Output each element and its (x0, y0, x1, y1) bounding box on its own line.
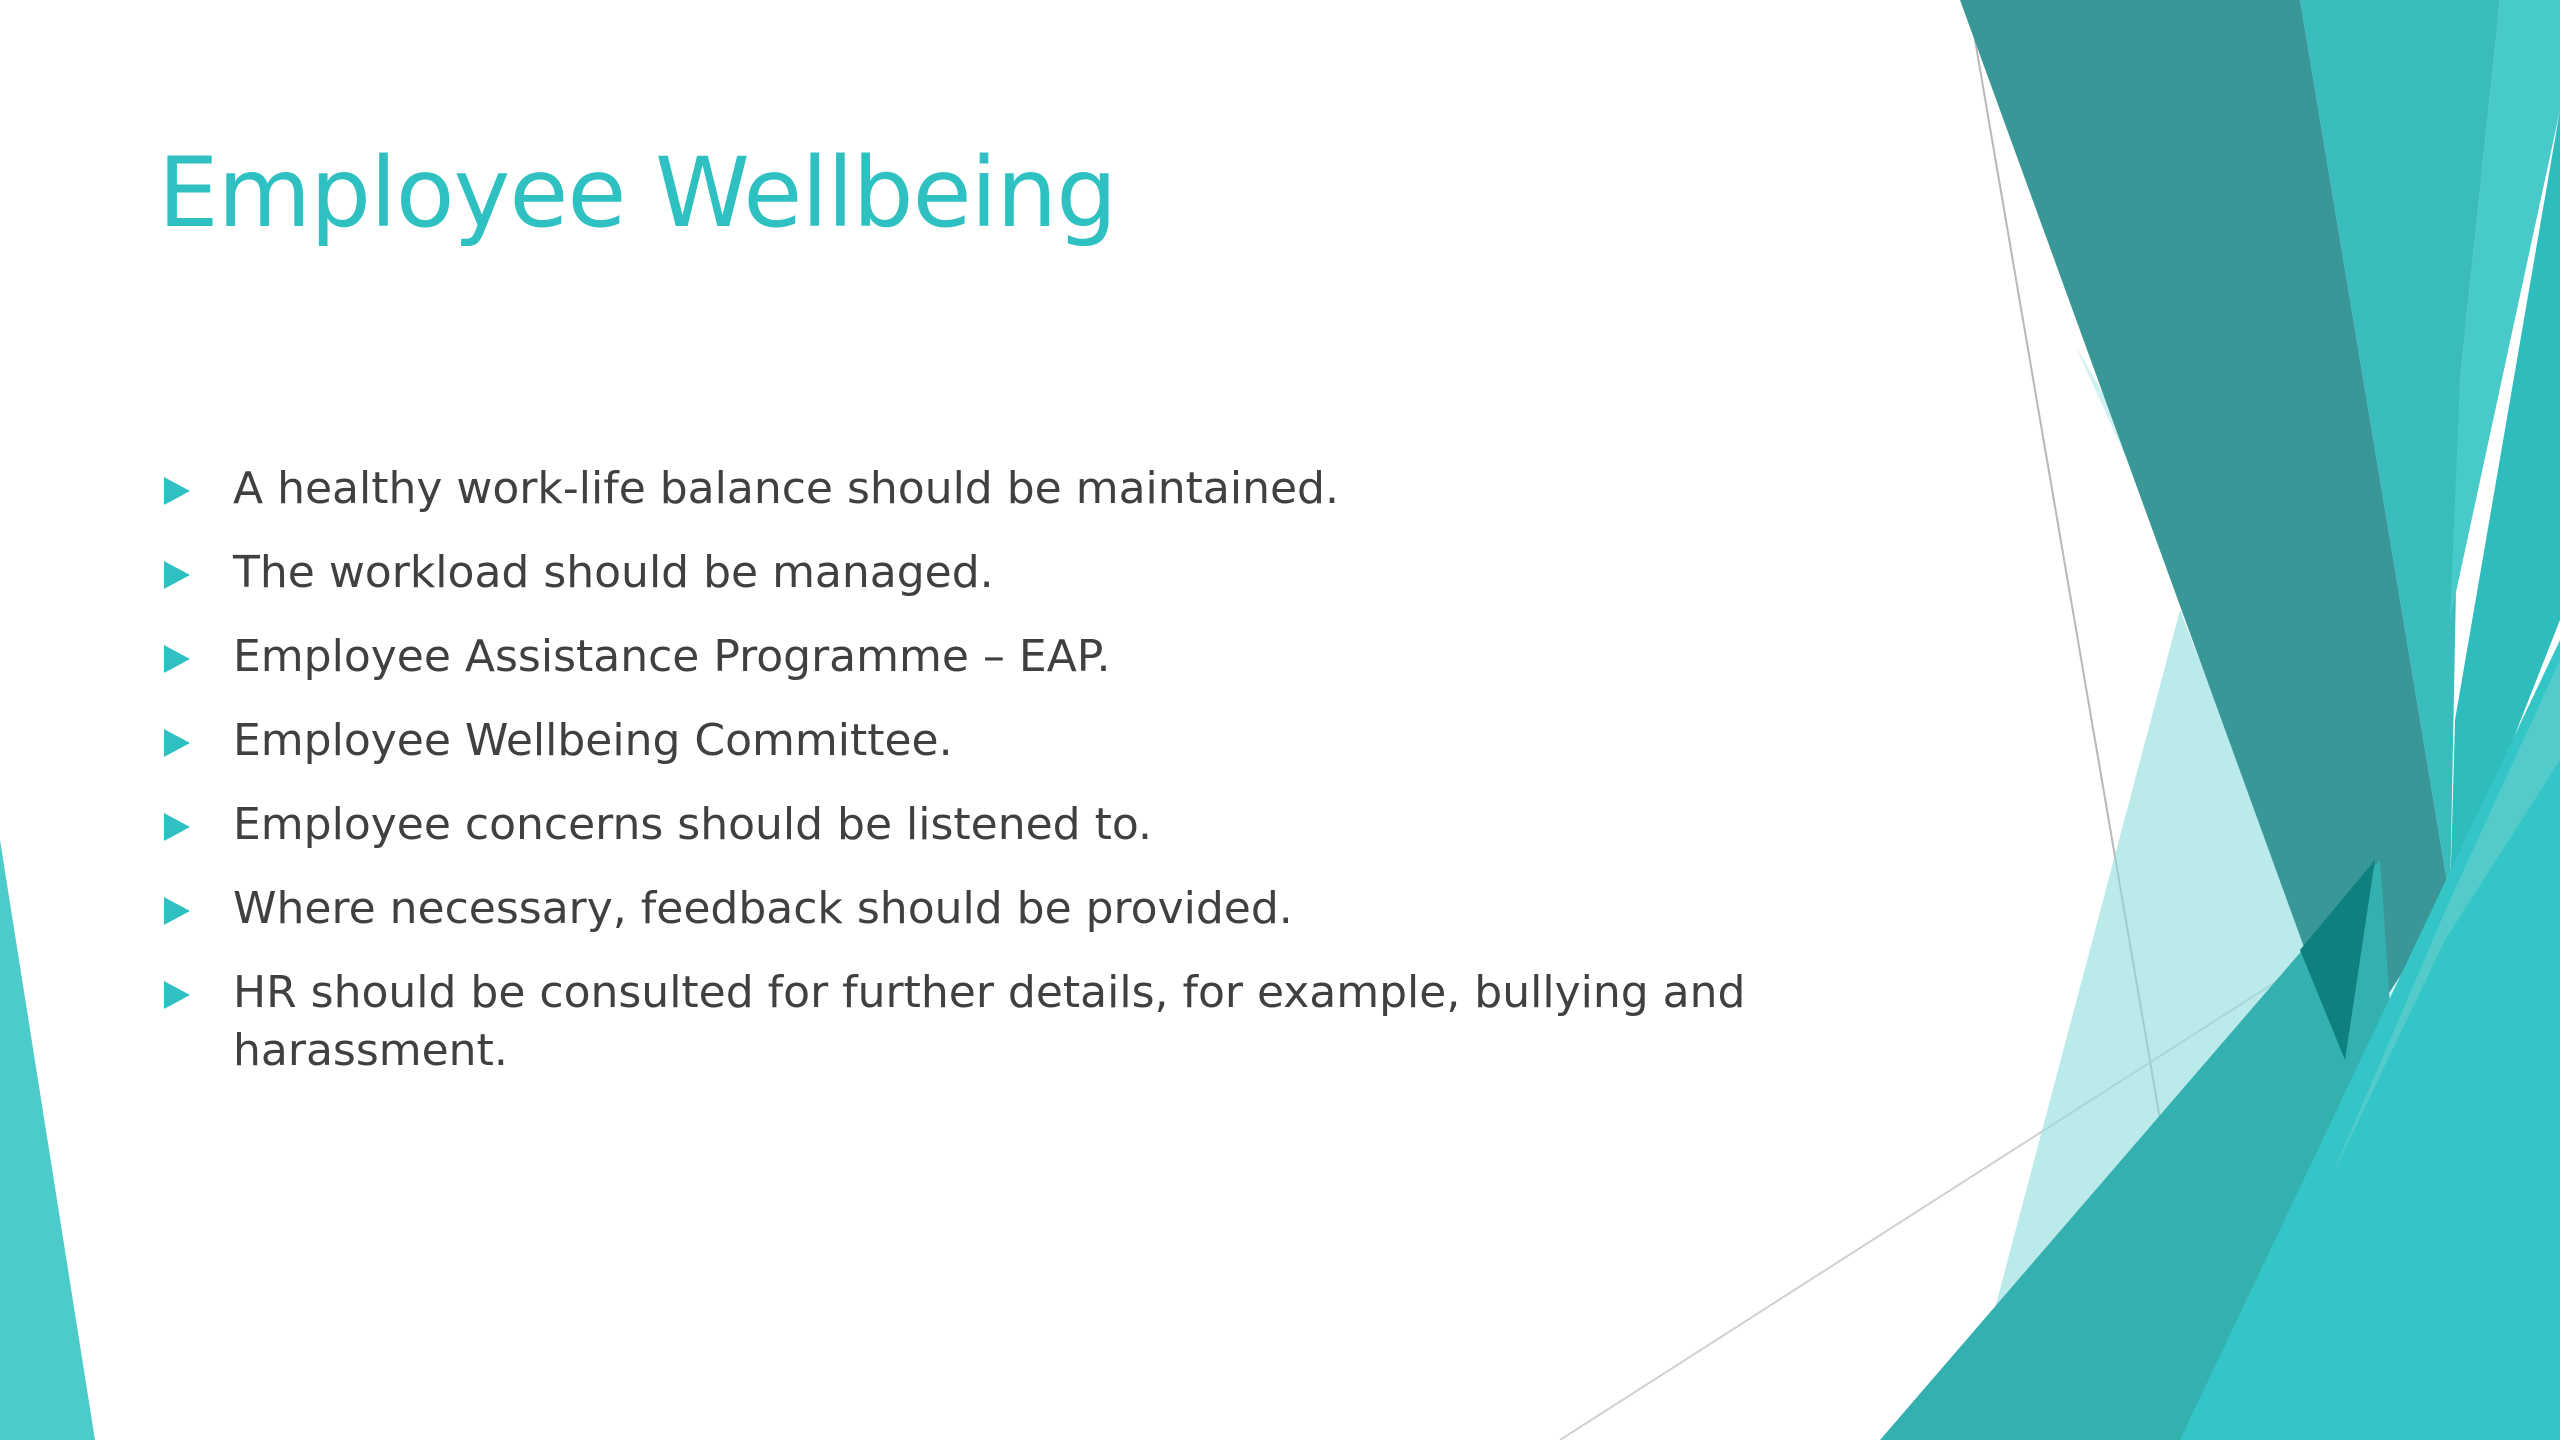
bullet-text: Employee Wellbeing Committee. (233, 715, 953, 766)
bullet-text: The workload should be managed. (233, 547, 994, 598)
bullet-item (158, 964, 1798, 1080)
bullet-item (158, 544, 1798, 602)
triangle-right-icon (164, 477, 190, 505)
triangle-right-icon (164, 981, 190, 1009)
bullet-text: Where necessary, feedback should be provided. (233, 883, 1293, 934)
bullet-item (158, 628, 1798, 686)
bullet-text: A healthy work-life balance should be maintained. (233, 463, 1339, 514)
bullet-text: Employee Assistance Programme – EAP. (233, 631, 1111, 682)
bullet-text: Employee concerns should be listened to. (233, 799, 1152, 850)
bullet-item (158, 712, 1798, 770)
bullet-text: HR should be consulted for further details, for example, bullying and harassment. (233, 967, 1746, 1076)
triangle-right-icon (164, 645, 190, 673)
bullet-item (158, 796, 1798, 854)
triangle-right-icon (164, 897, 190, 925)
bullet-item (158, 460, 1798, 518)
triangle-right-icon (164, 561, 190, 589)
triangle-right-icon (164, 729, 190, 757)
triangle-right-icon (164, 813, 190, 841)
bullet-item (158, 880, 1798, 938)
slide-title: Employee Wellbeing (158, 137, 1117, 249)
bullet-list (158, 460, 1798, 1106)
decor-left-sliver (0, 840, 95, 1440)
